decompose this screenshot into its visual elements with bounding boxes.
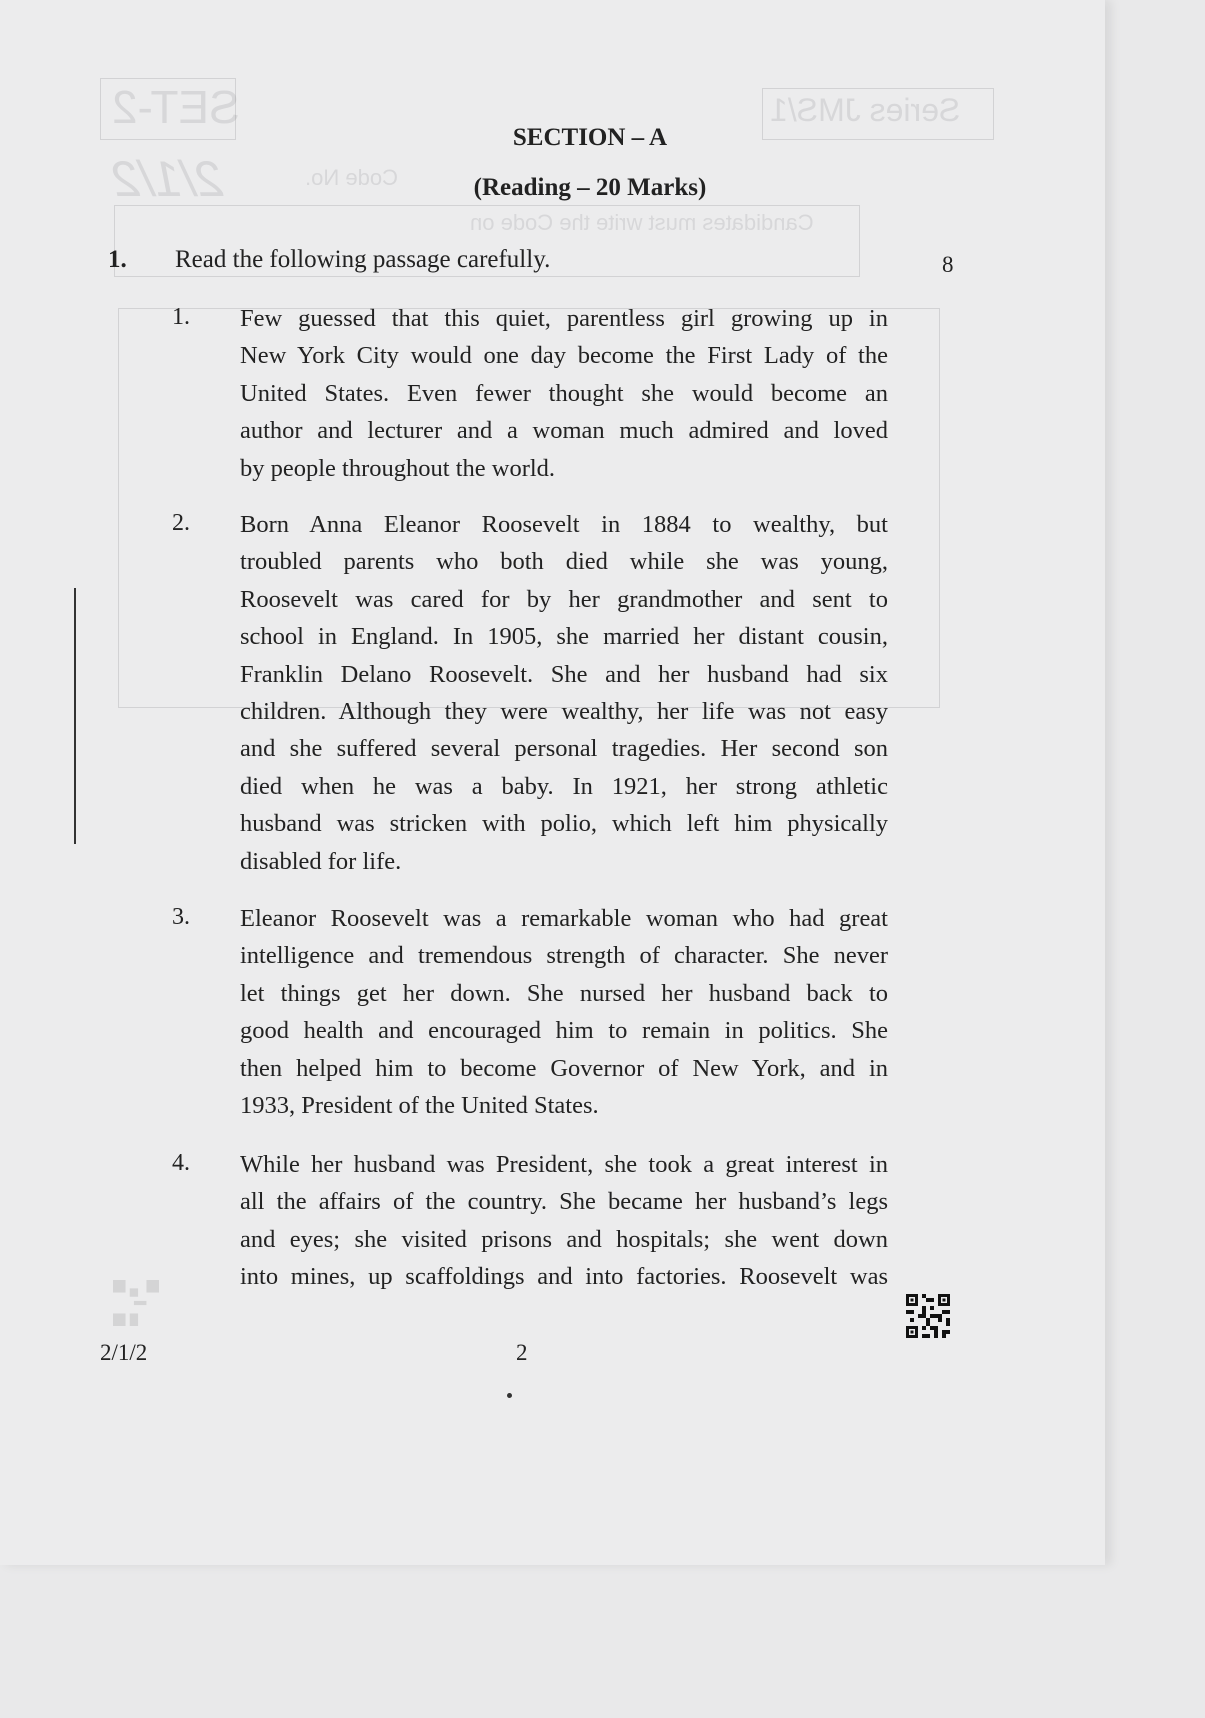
paragraph-line: New York City would one day become the First Lady of the	[240, 342, 888, 370]
paragraph-number: 4.	[172, 1150, 190, 1176]
paragraph-line: and eyes; she visited prisons and hospitals; she went down	[240, 1225, 888, 1253]
paragraph-4	[240, 1146, 888, 1296]
ink-dot	[507, 1393, 512, 1398]
paragraph-line: author and lecturer and a woman much admired and loved	[240, 417, 888, 445]
paragraph-line: intelligence and tremendous strength of character. She never	[240, 942, 888, 970]
paragraph-line: While her husband was President, she took a great interest in	[240, 1151, 888, 1178]
bleed-candidates-text: Candidates must write the Code on	[470, 210, 814, 235]
paragraph-3	[240, 900, 888, 1124]
bleed-set-text: SET-2	[112, 81, 240, 133]
question-text: Read the following passage carefully.	[175, 246, 551, 273]
paragraph-line: 1933, President of the United States.	[240, 1092, 599, 1120]
margin-line	[74, 588, 76, 844]
paragraph-line: Born Anna Eleanor Roosevelt in 1884 to wealthy, but	[240, 511, 888, 538]
bleed-code-label: Code No.	[305, 165, 398, 190]
paragraph-line: Franklin Delano Roosevelt. She and her husband had six	[240, 660, 888, 688]
paragraph-line: good health and encouraged him to remain in politics. She	[240, 1017, 888, 1045]
paragraph-line: into mines, up scaffoldings and into factories. Roosevelt was	[240, 1263, 888, 1291]
paragraph-line: Few guessed that this quiet, parentless girl growing up in	[240, 305, 888, 332]
question-number: 1.	[108, 246, 127, 273]
question-marks: 8	[942, 252, 954, 277]
paragraph-line: husband was stricken with polio, which left him physically	[240, 810, 888, 838]
paragraph-2	[240, 506, 888, 880]
paragraph-line: school in England. In 1905, she married her distant cousin,	[240, 623, 888, 651]
paragraph-line: disabled for life.	[240, 847, 402, 875]
paragraph-line: let things get her down. She nursed her husband back to	[240, 979, 888, 1007]
section-title: SECTION – A	[512, 124, 668, 151]
qr-code-ghost-icon	[113, 1280, 159, 1326]
qr-code-icon	[906, 1294, 950, 1338]
bleed-code-number: 2/1/2	[112, 151, 224, 207]
section-subtitle: (Reading – 20 Marks)	[473, 174, 707, 201]
paragraph-line: and she suffered several personal tragedies. Her second son	[240, 735, 888, 763]
paragraph-1	[240, 300, 888, 487]
paragraph-line: Eleanor Roosevelt was a remarkable woman who had great	[240, 905, 888, 932]
paragraph-line: then helped him to become Governor of New York, and in	[240, 1054, 888, 1082]
paragraph-line: Roosevelt was cared for by her grandmother and sent to	[240, 585, 888, 613]
paragraph-line: troubled parents who both died while she was young,	[240, 548, 888, 576]
bleed-series-text: Series JMS/1	[770, 92, 961, 128]
paragraph-line: died when he was a baby. In 1921, her strong athletic	[240, 772, 888, 800]
page-number: 2	[516, 1340, 528, 1365]
paragraph-number: 2.	[172, 510, 190, 536]
paragraph-line: United States. Even fewer thought she would become an	[240, 379, 888, 407]
paragraph-number: 1.	[172, 304, 190, 330]
paragraph-line: all the affairs of the country. She became her husband’s legs	[240, 1188, 888, 1216]
paragraph-number: 3.	[172, 904, 190, 930]
paragraph-line: by people throughout the world.	[240, 454, 556, 482]
paper-code: 2/1/2	[100, 1340, 148, 1365]
paragraph-line: children. Although they were wealthy, her life was not easy	[240, 698, 888, 726]
